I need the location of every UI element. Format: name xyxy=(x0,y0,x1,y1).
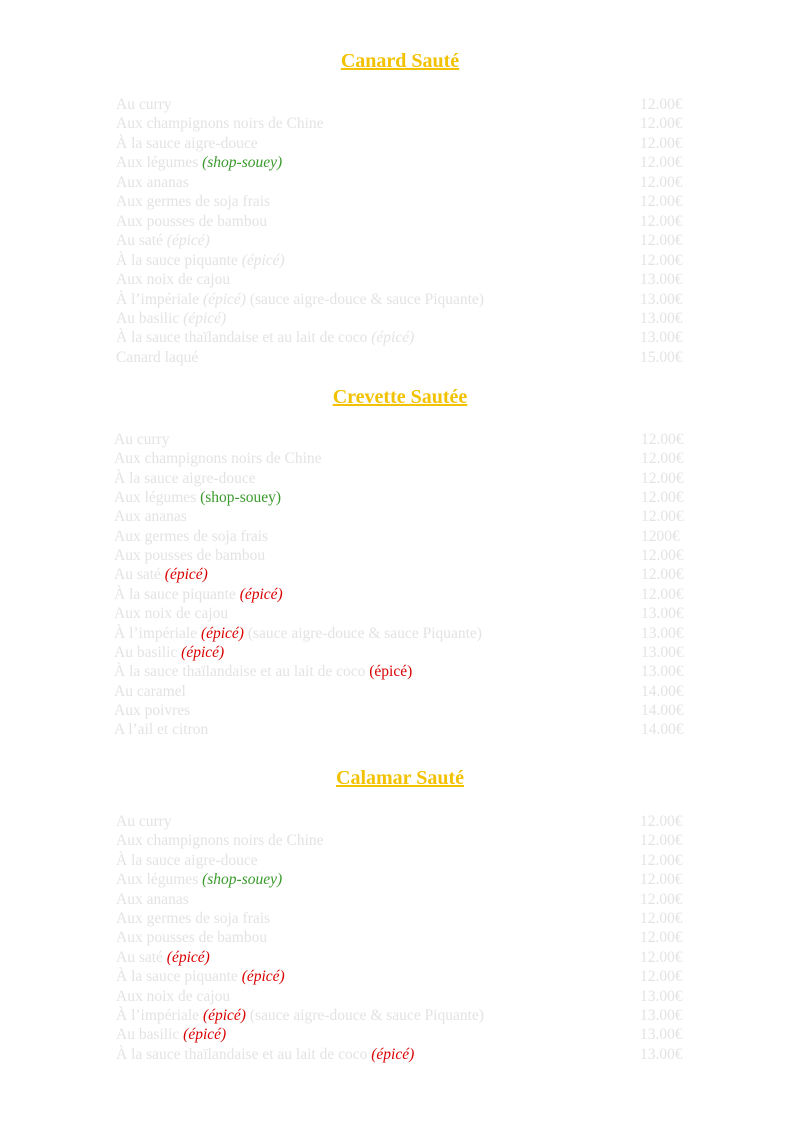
item-label: Aux légumes xyxy=(116,871,203,889)
item-name xyxy=(114,449,322,468)
item-extra: (sauce aigre-douce & sauce Piquante) xyxy=(245,1007,484,1024)
menu-item xyxy=(0,624,800,643)
item-name xyxy=(116,890,189,909)
item-label: Au curry xyxy=(116,813,172,830)
item-name xyxy=(114,527,268,546)
item-name xyxy=(116,153,282,172)
item-price: 12.00€ xyxy=(640,134,683,152)
item-name xyxy=(114,624,482,643)
item-note: (shop-souey) xyxy=(200,489,282,507)
item-price: 12.00€ xyxy=(641,547,684,565)
item-price: 12.00€ xyxy=(641,566,684,584)
menu-item xyxy=(0,449,800,468)
item-label: À la sauce thaïlandaise et au lait de coco xyxy=(116,329,372,347)
item-name xyxy=(116,812,172,831)
menu-item xyxy=(0,231,800,250)
section-title: Crevette Sautée xyxy=(332,386,468,408)
item-name xyxy=(116,967,285,986)
item-name xyxy=(114,488,281,507)
item-label: Aux champignons noirs de Chine xyxy=(116,115,324,133)
item-price: 13.00€ xyxy=(640,309,683,327)
menu-item xyxy=(0,948,800,967)
item-note: (épicé) xyxy=(183,1026,227,1044)
item-name xyxy=(114,546,265,565)
menu-item xyxy=(0,270,800,289)
item-label: Aux germes de soja frais xyxy=(116,910,271,927)
item-price: 12.00€ xyxy=(640,871,683,889)
item-label: Aux noix de cajou xyxy=(114,605,229,623)
item-price: 14.00€ xyxy=(641,682,684,700)
section-title: Canard Sauté xyxy=(340,50,460,72)
item-label: Aux noix de cajou xyxy=(116,271,231,289)
item-price: 12.00€ xyxy=(640,115,683,133)
item-price: 13.00€ xyxy=(640,271,683,289)
menu-item xyxy=(0,348,800,367)
menu-item xyxy=(0,488,800,507)
item-label: Au curry xyxy=(114,431,170,448)
item-price: 13.00€ xyxy=(641,624,684,642)
item-label: À la sauce aigre-douce xyxy=(114,469,256,487)
item-name xyxy=(116,348,198,367)
item-name xyxy=(116,928,267,947)
item-price: 12.00€ xyxy=(640,251,683,269)
item-label: À la sauce aigre-douce xyxy=(116,134,258,152)
item-name xyxy=(116,1006,484,1025)
item-note: (épicé) xyxy=(241,251,285,269)
menu-item xyxy=(0,469,800,488)
item-note: (épicé) xyxy=(166,232,210,250)
item-note: (épicé) xyxy=(371,329,415,347)
item-label: À la sauce aigre-douce xyxy=(116,851,258,869)
item-label: Aux pousses de bambou xyxy=(116,212,268,230)
item-label: Aux germes de soja frais xyxy=(116,193,271,211)
item-label: À la sauce piquante xyxy=(116,968,242,986)
item-name xyxy=(114,643,224,662)
item-label: À la sauce thaïlandaise et au lait de coco xyxy=(116,1045,372,1063)
item-price: 12.00€ xyxy=(641,585,684,603)
item-extra: (sauce aigre-douce & sauce Piquante) xyxy=(245,290,484,308)
item-label: À l’impériale xyxy=(114,624,201,642)
item-name xyxy=(114,662,412,681)
item-label: Canard laqué xyxy=(116,348,199,366)
item-label: Aux ananas xyxy=(116,173,189,191)
item-price: 12.00€ xyxy=(641,489,684,507)
item-name xyxy=(116,173,189,192)
item-name xyxy=(116,134,258,153)
item-price: 13.00€ xyxy=(640,1007,683,1024)
menu-item xyxy=(0,173,800,192)
item-name xyxy=(116,1045,414,1064)
item-name xyxy=(116,95,172,114)
item-label: Aux légumes xyxy=(116,154,203,172)
item-note: (shop-souey) xyxy=(202,154,283,172)
item-price: 12.00€ xyxy=(641,450,684,468)
item-price: 12.00€ xyxy=(640,193,683,211)
menu-item xyxy=(0,251,800,270)
item-name xyxy=(116,309,226,328)
menu-item xyxy=(0,565,800,584)
item-price: 13.00€ xyxy=(640,1045,683,1063)
item-label: Aux noix de cajou xyxy=(116,987,231,1005)
item-note: (épicé) xyxy=(202,290,246,308)
item-name xyxy=(116,212,267,231)
item-name xyxy=(116,290,484,309)
item-price: 12.00€ xyxy=(640,929,683,947)
menu-item xyxy=(0,890,800,909)
item-name xyxy=(114,565,208,584)
item-price: 14.00€ xyxy=(641,701,684,719)
item-label: Aux ananas xyxy=(114,508,187,526)
menu-item xyxy=(0,507,800,526)
menu-item xyxy=(0,153,800,172)
menu-item xyxy=(0,909,800,928)
item-name xyxy=(116,251,285,270)
item-label: Au basilic xyxy=(114,643,182,661)
menu-item xyxy=(0,662,800,681)
item-note: (épicé) xyxy=(181,643,225,661)
item-label: Au caramel xyxy=(114,682,186,700)
item-note: (épicé) xyxy=(369,663,413,681)
item-price: 12.00€ xyxy=(640,154,683,172)
item-label: Au basilic xyxy=(116,1026,184,1044)
item-name xyxy=(116,192,270,211)
item-price: 13.00€ xyxy=(640,987,683,1005)
item-price: 12.00€ xyxy=(640,910,683,927)
item-note: (shop-souey) xyxy=(202,871,283,889)
item-label: Au saté xyxy=(116,948,167,966)
item-label: Aux légumes xyxy=(114,489,201,507)
item-price: 12.00€ xyxy=(641,469,684,487)
item-label: Aux pousses de bambou xyxy=(114,547,266,565)
menu-item xyxy=(0,682,800,701)
item-name xyxy=(116,114,324,133)
menu-item xyxy=(0,585,800,604)
item-price: 12.00€ xyxy=(640,813,683,830)
item-price: 12.00€ xyxy=(640,968,683,986)
item-name xyxy=(116,231,210,250)
item-price: 13.00€ xyxy=(640,1026,683,1044)
item-note: (épicé) xyxy=(241,968,285,986)
menu-item xyxy=(0,134,800,153)
item-label: À la sauce piquante xyxy=(116,251,242,269)
item-price: 12.00€ xyxy=(640,173,683,191)
item-name xyxy=(116,987,230,1006)
menu-item xyxy=(0,527,800,546)
item-note: (épicé) xyxy=(164,566,208,584)
item-label: Aux champignons noirs de Chine xyxy=(114,450,322,468)
item-name xyxy=(114,469,256,488)
item-price: 13.00€ xyxy=(640,329,683,347)
menu-item xyxy=(0,290,800,309)
item-name xyxy=(116,870,282,889)
item-price: 14.00€ xyxy=(641,721,684,739)
menu-item xyxy=(0,987,800,1006)
item-label: Au basilic xyxy=(116,309,184,327)
item-name xyxy=(114,507,187,526)
item-name xyxy=(116,270,230,289)
item-name xyxy=(116,948,210,967)
item-label: Aux germes de soja frais xyxy=(114,527,269,545)
item-label: Aux champignons noirs de Chine xyxy=(116,832,324,850)
item-name xyxy=(116,1025,226,1044)
item-price: 12.00€ xyxy=(641,508,684,526)
menu-item xyxy=(0,1045,800,1064)
item-label: A l’ail et citron xyxy=(114,721,209,739)
menu-item xyxy=(0,812,800,831)
item-price: 13.00€ xyxy=(641,643,684,661)
item-price: 12.00€ xyxy=(640,948,683,966)
menu-item xyxy=(0,604,800,623)
item-label: Au curry xyxy=(116,96,172,113)
item-name xyxy=(114,682,186,701)
menu-item xyxy=(0,1025,800,1044)
menu-item xyxy=(0,928,800,947)
item-label: Au saté xyxy=(116,232,167,250)
menu-item xyxy=(0,720,800,739)
item-label: Au saté xyxy=(114,566,165,584)
item-label: À la sauce thaïlandaise et au lait de coco xyxy=(114,663,370,681)
item-label: À l’impériale xyxy=(116,290,203,308)
item-price: 1200€ xyxy=(641,527,680,545)
item-price: 12.00€ xyxy=(640,96,683,113)
item-price: 12.00€ xyxy=(641,431,684,448)
item-label: À la sauce piquante xyxy=(114,585,240,603)
menu-item xyxy=(0,95,800,114)
item-price: 12.00€ xyxy=(640,851,683,869)
item-name xyxy=(114,430,170,449)
item-name xyxy=(114,585,283,604)
item-name xyxy=(116,831,324,850)
item-price: 12.00€ xyxy=(640,212,683,230)
menu-item xyxy=(0,192,800,211)
item-label: Aux poivres xyxy=(114,701,191,719)
item-name xyxy=(114,604,228,623)
item-note: (épicé) xyxy=(239,585,283,603)
item-price: 12.00€ xyxy=(640,232,683,250)
menu-item xyxy=(0,430,800,449)
item-price: 13.00€ xyxy=(641,605,684,623)
menu-item xyxy=(0,309,800,328)
item-label: À l’impériale xyxy=(116,1007,203,1024)
item-price: 13.00€ xyxy=(641,663,684,681)
item-name xyxy=(114,720,208,739)
item-extra: (sauce aigre-douce & sauce Piquante) xyxy=(243,624,482,642)
item-name xyxy=(116,851,258,870)
menu-item xyxy=(0,643,800,662)
item-price: 15.00€ xyxy=(640,348,683,366)
item-label: Aux pousses de bambou xyxy=(116,929,268,947)
item-name xyxy=(116,909,270,928)
menu-item xyxy=(0,114,800,133)
item-note: (épicé) xyxy=(202,1007,246,1024)
item-name xyxy=(116,328,414,347)
item-note: (épicé) xyxy=(166,948,210,966)
item-price: 12.00€ xyxy=(640,890,683,908)
menu-item xyxy=(0,1006,800,1025)
item-price: 12.00€ xyxy=(640,832,683,850)
section-title: Calamar Sauté xyxy=(336,767,464,789)
menu-item xyxy=(0,701,800,720)
menu-item xyxy=(0,328,800,347)
item-note: (épicé) xyxy=(183,309,227,327)
item-name xyxy=(114,701,190,720)
item-note: (épicé) xyxy=(371,1045,415,1063)
menu-item xyxy=(0,212,800,231)
menu-item xyxy=(0,870,800,889)
item-label: Aux ananas xyxy=(116,890,189,908)
menu-item xyxy=(0,967,800,986)
item-price: 13.00€ xyxy=(640,290,683,308)
item-note: (épicé) xyxy=(200,624,244,642)
menu-item xyxy=(0,546,800,565)
menu-item xyxy=(0,851,800,870)
menu-item xyxy=(0,831,800,850)
